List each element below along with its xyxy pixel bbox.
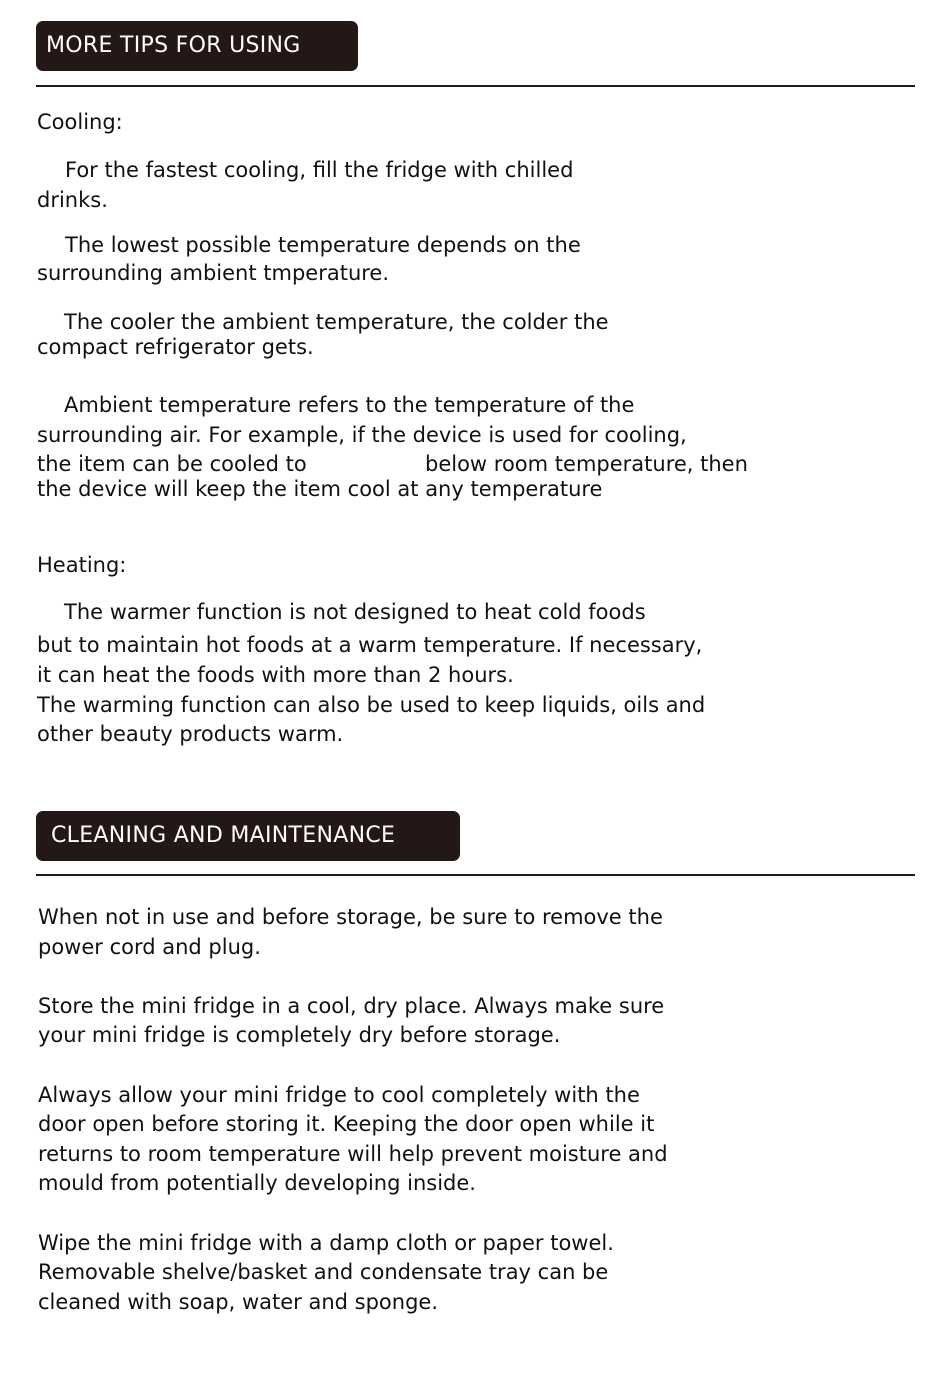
text-line: your mini fridge is completely dry before storage. (38, 1023, 561, 1047)
text-line: returns to room temperature will help prevent moisture and (38, 1142, 668, 1166)
text-line: When not in use and before storage, be sure to remove the (38, 905, 663, 929)
text-line: Ambient temperature refers to the temperature of the (64, 393, 635, 417)
text-line: door open before storing it. Keeping the door open while it (38, 1112, 655, 1136)
section-banner-more-tips: MORE TIPS FOR USING (36, 21, 358, 71)
cooling-heading: Cooling: (37, 110, 123, 134)
text-line: Removable shelve/basket and condensate tray can be (38, 1260, 609, 1284)
text-line: The lowest possible temperature depends on the (65, 233, 581, 257)
text-line: the device will keep the item cool at any temperature (37, 477, 603, 501)
section-divider (36, 874, 915, 876)
text-line: other beauty products warm. (37, 722, 344, 746)
text-line: the item can be cooled to (37, 452, 307, 476)
text-line: The cooler the ambient temperature, the colder the (64, 310, 609, 334)
text-line: The warming function can also be used to keep liquids, oils and (37, 693, 706, 717)
text-line: compact refrigerator gets. (37, 335, 314, 359)
section-banner-cleaning: CLEANING AND MAINTENANCE (36, 811, 460, 861)
text-line: but to maintain hot foods at a warm temperature. If necessary, (37, 633, 703, 657)
section-divider (36, 85, 915, 87)
text-line: drinks. (37, 188, 108, 212)
text-line: The warmer function is not designed to heat cold foods (64, 600, 646, 624)
text-line: For the fastest cooling, fill the fridge with chilled (65, 158, 574, 182)
heating-heading: Heating: (37, 553, 127, 577)
text-line: Wipe the mini fridge with a damp cloth or paper towel. (38, 1231, 614, 1255)
text-line: power cord and plug. (38, 935, 261, 959)
text-line: surrounding ambient tmperature. (37, 261, 390, 285)
text-line: mould from potentially developing inside. (38, 1171, 476, 1195)
text-line: surrounding air. For example, if the device is used for cooling, (37, 423, 687, 447)
text-line: Always allow your mini fridge to cool completely with the (38, 1083, 640, 1107)
text-line: below room temperature, then (425, 452, 748, 476)
text-line: cleaned with soap, water and sponge. (38, 1290, 439, 1314)
text-line: Store the mini fridge in a cool, dry place. Always make sure (38, 994, 665, 1018)
text-line: it can heat the foods with more than 2 hours. (37, 663, 514, 687)
